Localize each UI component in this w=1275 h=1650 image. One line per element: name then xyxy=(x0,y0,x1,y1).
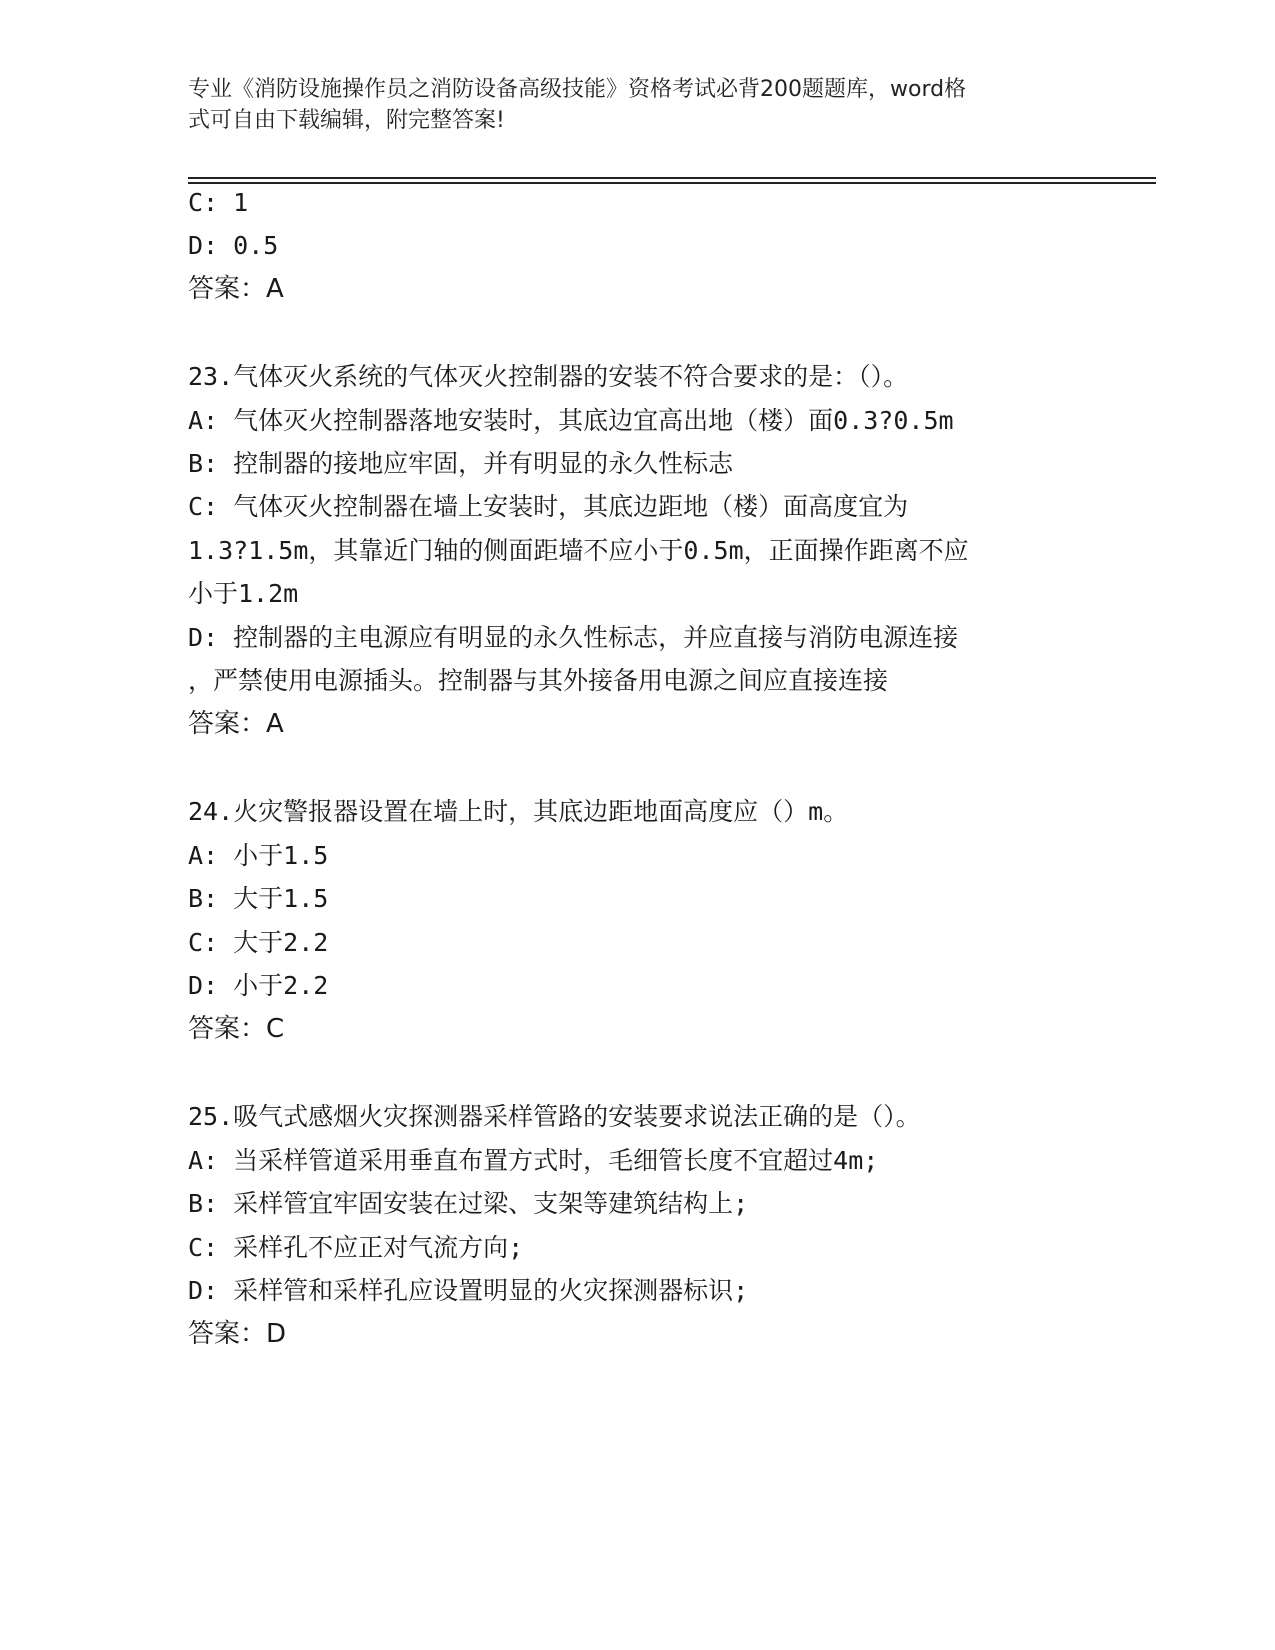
q22-answer: 答案：A xyxy=(188,274,284,304)
q25-stem: 25.吸气式感烟火灾探测器采样管路的安装要求说法正确的是（）。 xyxy=(188,1102,921,1131)
q23-answer: 答案：A xyxy=(188,709,284,739)
document-header xyxy=(188,74,1068,136)
q22-option-c: C: 1 xyxy=(188,188,249,217)
q23-option-c-line-1: C: 气体灭火控制器在墙上安装时，其底边距地（楼）面高度宜为 xyxy=(188,492,909,521)
q24-option-d: D: 小于2.2 xyxy=(188,971,329,1000)
q24-stem: 24.火灾警报器设置在墙上时，其底边距地面高度应（）m。 xyxy=(188,797,849,826)
q23-option-c-line-3: 小于1.2m xyxy=(188,579,299,608)
q23-option-c-line-2: 1.3?1.5m，其靠近门轴的侧面距墙不应小于0.5m，正面操作距离不应 xyxy=(188,536,969,565)
q23-option-b: B: 控制器的接地应牢固，并有明显的永久性标志 xyxy=(188,449,734,478)
q25-option-d: D: 采样管和采样孔应设置明显的火灾探测器标识; xyxy=(188,1276,749,1305)
q25-answer: 答案：D xyxy=(188,1319,287,1349)
header-line-1: 专业《消防设施操作员之消防设备高级技能》资格考试必背200题题库，word格 xyxy=(188,77,967,102)
q22-option-d: D: 0.5 xyxy=(188,231,279,260)
header-divider-top xyxy=(188,177,1156,179)
q24-option-b: B: 大于1.5 xyxy=(188,884,329,913)
q24-answer: 答案：C xyxy=(188,1014,285,1044)
q25-option-a: A: 当采样管道采用垂直布置方式时，毛细管长度不宜超过4m; xyxy=(188,1146,879,1175)
q24-option-c: C: 大于2.2 xyxy=(188,928,329,957)
header-line-2: 式可自由下载编辑，附完整答案! xyxy=(188,108,505,133)
q24-option-a: A: 小于1.5 xyxy=(188,841,329,870)
q25-option-b: B: 采样管宜牢固安装在过梁、支架等建筑结构上; xyxy=(188,1189,749,1218)
q23-option-d-line-1: D: 控制器的主电源应有明显的永久性标志，并应直接与消防电源连接 xyxy=(188,623,959,652)
q23-stem: 23.气体灭火系统的气体灭火控制器的安装不符合要求的是：（）。 xyxy=(188,362,909,391)
q23-option-d-line-2: ，严禁使用电源插头。控制器与其外接备用电源之间应直接连接 xyxy=(188,666,889,695)
q25-option-c: C: 采样孔不应正对气流方向; xyxy=(188,1233,524,1262)
header-divider-bottom xyxy=(188,182,1156,184)
q23-option-a: A: 气体灭火控制器落地安装时，其底边宜高出地（楼）面0.3?0.5m xyxy=(188,406,954,435)
